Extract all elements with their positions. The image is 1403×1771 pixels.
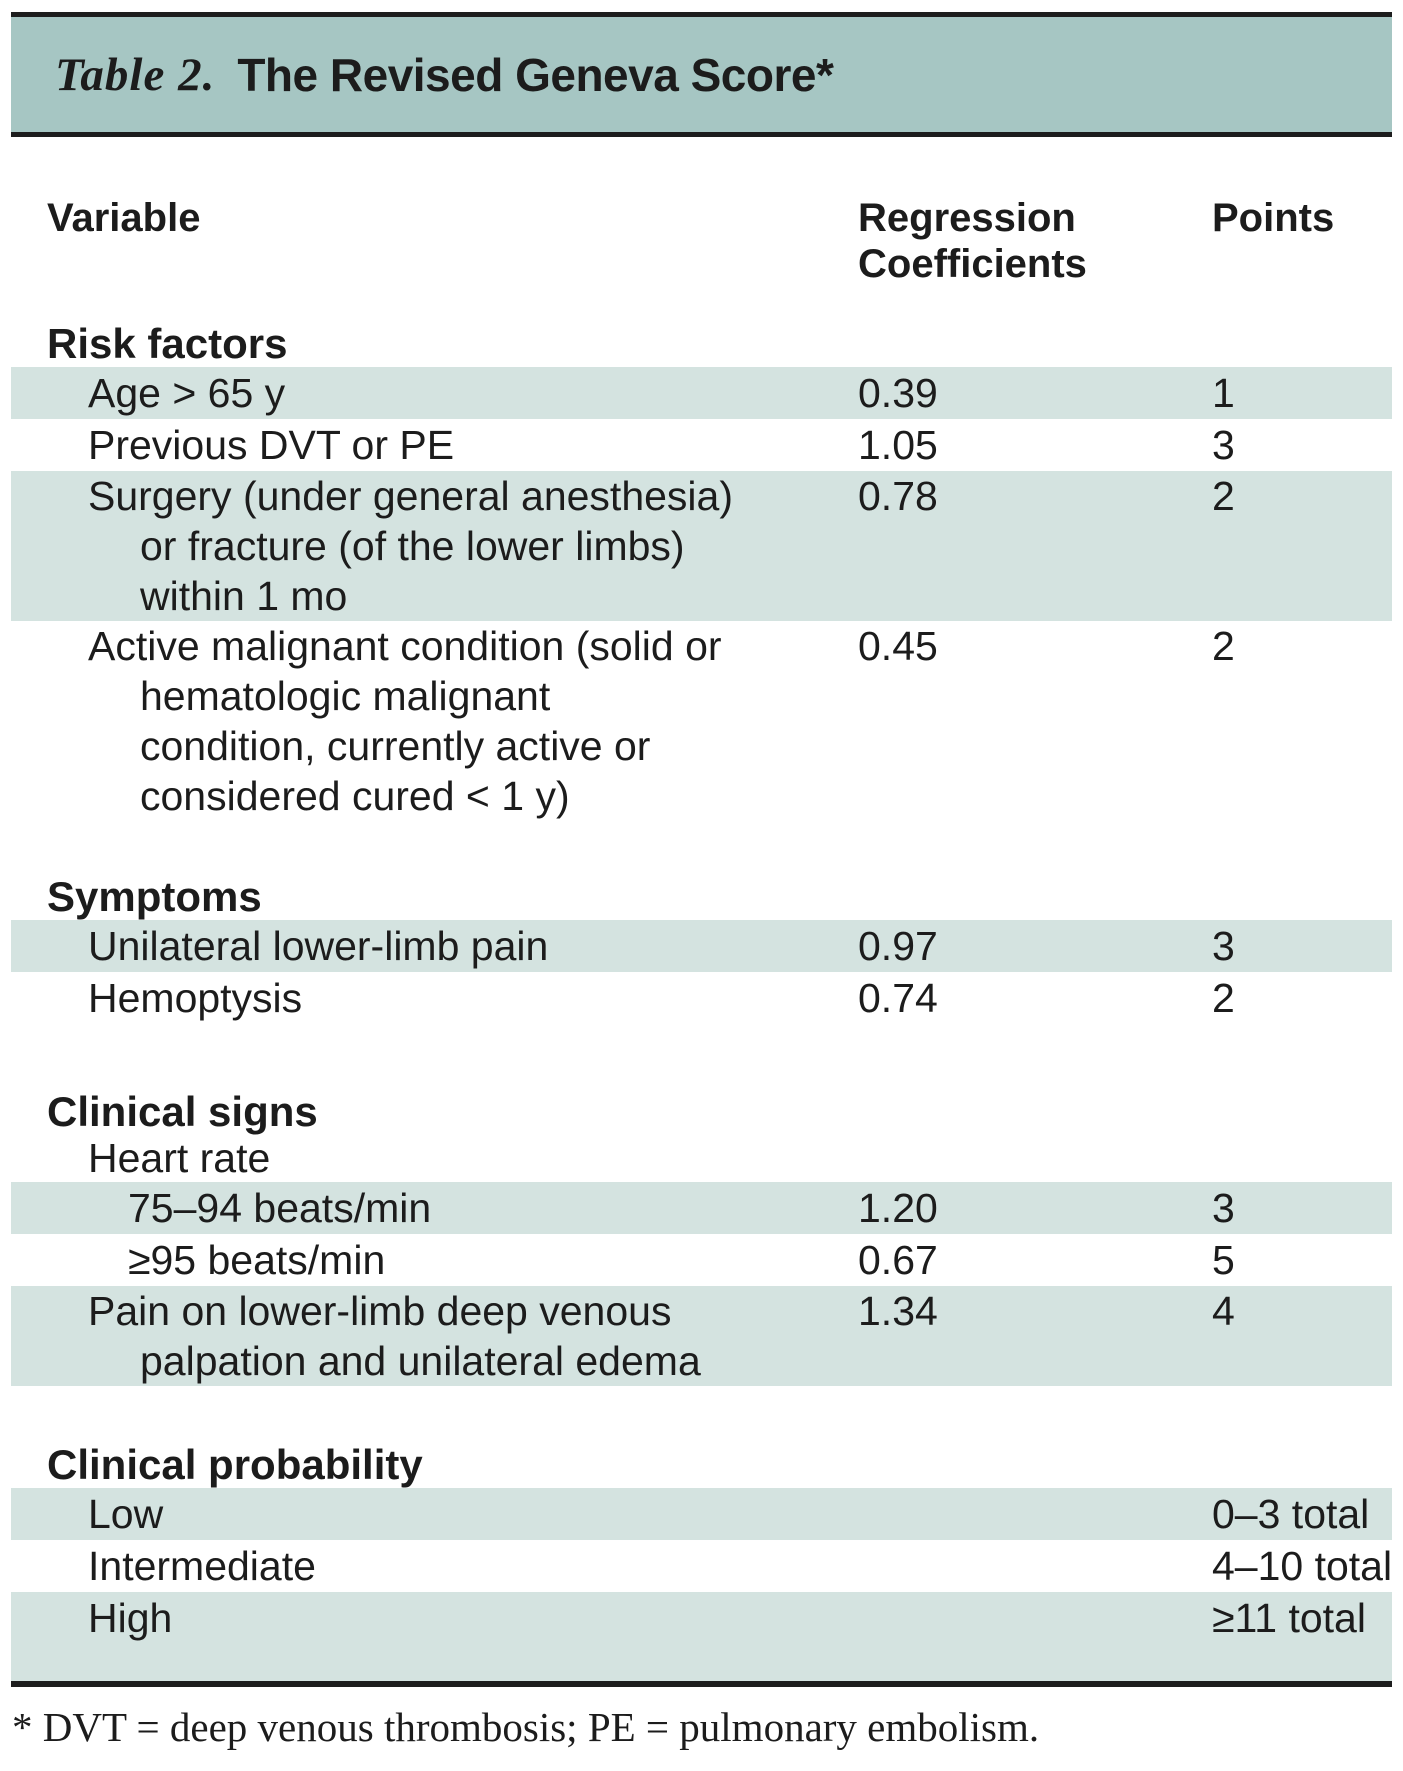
variable-line: Previous DVT or PE [88,422,455,468]
footnote: * DVT = deep venous thrombosis; PE = pulmonary embolism. [12,1704,1040,1750]
variable-cell [11,1183,858,1233]
points-cell: 5 [1212,1237,1235,1283]
points-cell: 2 [1212,473,1235,519]
variable-line: palpation and unilateral edema [140,1338,701,1384]
variable-line: condition, currently active or [140,723,651,769]
table-row [11,367,1392,419]
points-cell: 4–10 total [1212,1543,1393,1589]
variable-line: ≥95 beats/min [128,1237,386,1283]
column-header-regression-line1: Regression [858,196,1076,240]
section-header: Clinical signs [47,1088,318,1135]
table-row [11,1234,1392,1286]
table-bottom-rule [11,1681,1392,1687]
variable-cell [11,1136,858,1181]
variable-line: Surgery (under general anesthesia) [88,473,733,519]
coefficient-cell [858,1593,1212,1643]
variable-cell [11,1235,858,1285]
table-row [11,471,1392,621]
variable-line: considered cured < 1 y) [140,773,570,819]
variable-cell [11,1541,858,1591]
table-title: The Revised Geneva Score* [237,48,834,101]
points-cell: 1 [1212,370,1235,416]
coefficient-cell: 0.45 [858,623,938,669]
points-cell: 3 [1212,1185,1235,1231]
variable-cell [11,621,858,821]
coefficient-cell [858,1489,1212,1539]
table-row [11,1182,1392,1234]
section-header: Clinical probability [47,1441,423,1488]
coefficient-cell [858,1541,1212,1591]
table-row [11,621,1392,821]
points-cell: 4 [1212,1288,1235,1334]
variable-cell [11,973,858,1023]
variable-cell [11,921,858,971]
table-section [11,1089,1392,1386]
variable-line: Pain on lower-limb deep venous [88,1288,672,1334]
table-row [11,972,1392,1024]
variable-line: Active malignant condition (solid or [88,623,722,669]
variable-line: Unilateral lower-limb pain [88,923,549,969]
variable-line: Intermediate [88,1543,316,1589]
table-row [11,1286,1392,1386]
coefficient-cell: 1.34 [858,1288,938,1334]
points-cell: 0–3 total [1212,1491,1370,1537]
table-section [11,1442,1392,1681]
variable-line: Heart rate [88,1135,271,1181]
table-row [11,920,1392,972]
variable-cell [11,420,858,470]
section-header: Risk factors [47,320,288,367]
variable-cell [11,1286,858,1386]
column-header-points: Points [1212,196,1335,240]
points-cell: 3 [1212,422,1235,468]
coefficient-cell: 0.74 [858,975,938,1021]
column-header-variable: Variable [47,196,201,240]
coefficient-cell: 1.05 [858,422,938,468]
variable-line: Low [88,1491,164,1537]
coefficient-cell: 0.97 [858,923,938,969]
variable-line: Hemoptysis [88,975,303,1021]
table-number: Table 2. [55,48,216,101]
variable-line: or fracture (of the lower limbs) [140,523,685,569]
coefficient-cell: 0.39 [858,370,938,416]
table-row [11,1540,1392,1592]
table-title-band [11,12,1392,137]
coefficient-cell: 0.78 [858,473,938,519]
variable-cell [11,471,858,621]
points-cell: 3 [1212,923,1235,969]
table-row [11,419,1392,471]
variable-line: 75–94 beats/min [128,1185,432,1231]
points-cell: 2 [1212,975,1235,1021]
variable-line: Age > 65 y [88,370,286,416]
coefficient-cell [858,1136,1212,1181]
variable-line: hematologic malignant [140,673,551,719]
table-section [11,874,1392,1024]
points-cell [1212,1136,1392,1181]
points-cell: 2 [1212,623,1235,669]
variable-line: High [88,1595,173,1641]
coefficient-cell: 0.67 [858,1237,938,1283]
variable-cell [11,1489,858,1539]
variable-cell [11,1593,858,1643]
variable-line: within 1 mo [140,573,348,619]
column-headers [11,195,1392,287]
points-cell: ≥11 total [1212,1595,1366,1641]
coefficient-cell: 1.20 [858,1185,938,1231]
column-header-regression-coefficients [858,195,1212,287]
table-row [11,1135,1392,1182]
table-row [11,1488,1392,1540]
section-header: Symptoms [47,873,262,920]
column-header-regression-line2: Coefficients [858,242,1087,286]
variable-cell [11,368,858,418]
table-section [11,321,1392,821]
table-row [11,1592,1392,1681]
